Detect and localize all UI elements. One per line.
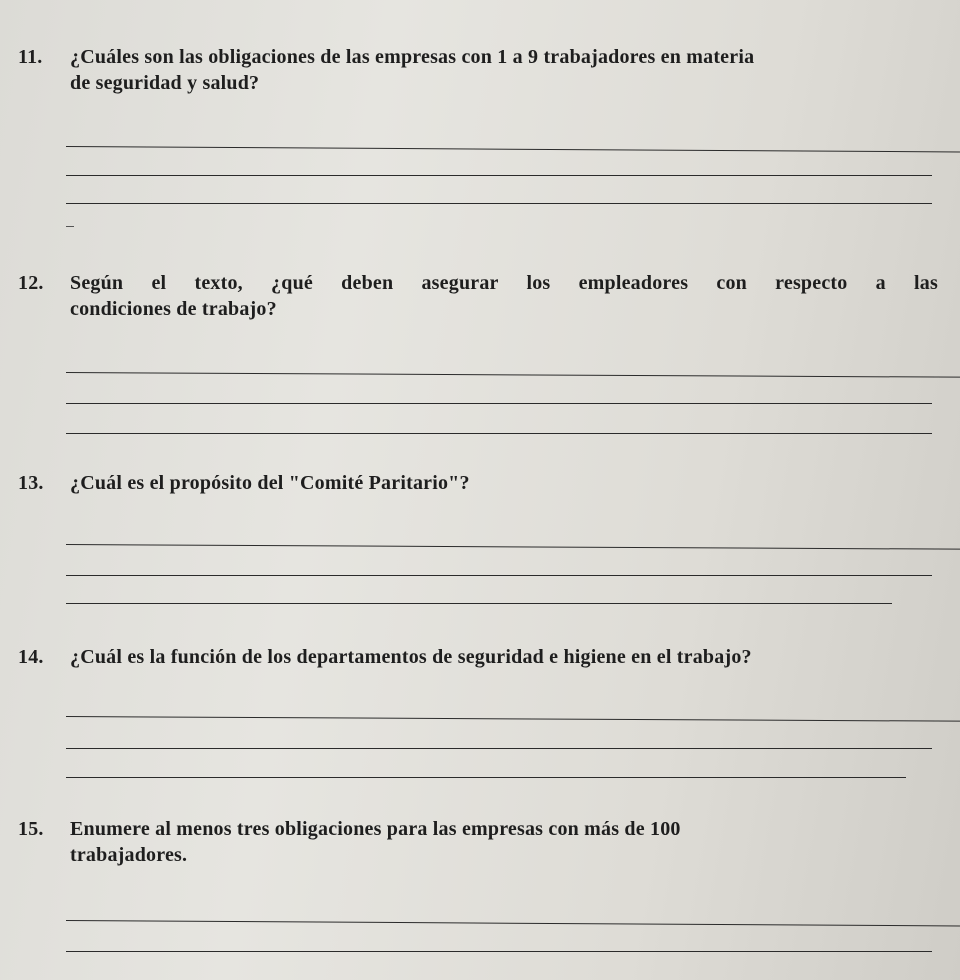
stray-pen-mark [66,226,74,227]
question-15-text-line1: Enumere al menos tres obligaciones para las empresas con más de 100 [70,818,681,840]
question-15 [18,816,938,868]
question-12-first-line [18,270,938,296]
question-13-first-line [18,470,938,496]
answer-line-14-1[interactable] [66,716,960,722]
answer-line-14-2[interactable] [66,748,932,749]
question-12 [18,270,938,322]
answer-line-11-3[interactable] [66,203,932,204]
answer-line-13-1[interactable] [66,544,960,550]
question-15-text-line2: trabajadores. [70,844,188,866]
question-14 [18,644,948,670]
question-12-text-line1: Según el texto, ¿qué deben asegurar los empleadores con respecto a las [70,272,938,294]
question-11-text-line1: ¿Cuáles son las obligaciones de las empresas con 1 a 9 trabajadores en materia [70,46,755,68]
answer-line-13-2[interactable] [66,575,932,576]
question-11-first-line [18,44,948,70]
question-11-text-line2: de seguridad y salud? [70,72,260,94]
answer-line-12-2[interactable] [66,403,932,404]
answer-line-11-2[interactable] [66,175,932,176]
answer-line-15-2[interactable] [66,951,932,952]
question-13-number: 13. [18,472,44,494]
answer-line-13-3[interactable] [66,603,892,604]
question-11 [18,44,948,96]
answer-line-11-1[interactable] [66,146,960,152]
question-14-first-line [18,644,948,670]
question-13 [18,470,938,496]
question-15-first-line [18,816,938,842]
answer-line-14-3[interactable] [66,777,906,778]
question-14-number: 14. [18,646,44,668]
answer-line-12-3[interactable] [66,433,932,434]
answer-line-15-1[interactable] [66,920,960,926]
question-12-text-line2: condiciones de trabajo? [70,298,277,320]
question-13-text-line1: ¿Cuál es el propósito del "Comité Paritario"? [70,472,470,494]
question-14-text-line1: ¿Cuál es la función de los departamentos de seguridad e higiene en el trabajo? [70,646,752,668]
question-12-number: 12. [18,272,44,294]
question-11-number: 11. [18,46,43,68]
answer-line-12-1[interactable] [66,372,960,378]
question-15-number: 15. [18,818,44,840]
